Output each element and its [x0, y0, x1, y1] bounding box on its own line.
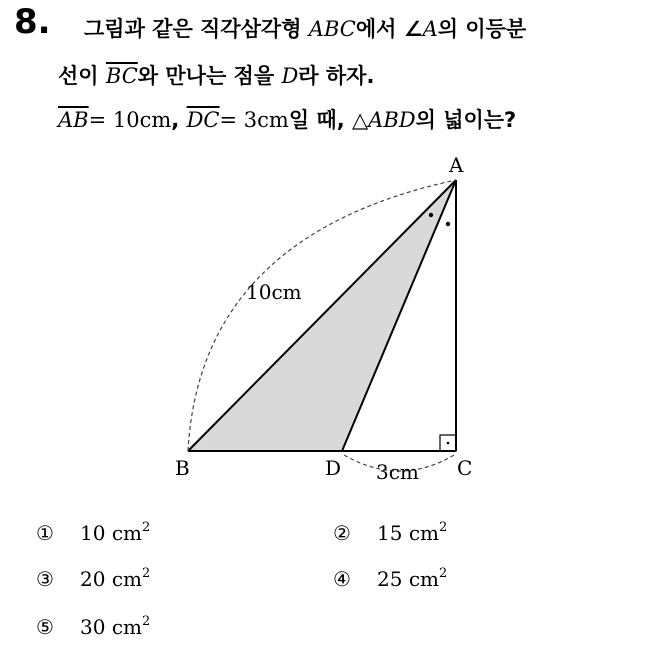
q-text: 의 넓이는? — [415, 108, 517, 132]
option-unit: cm — [111, 567, 142, 591]
option-2[interactable] — [333, 520, 447, 545]
triangle-abd: ABD — [368, 108, 416, 132]
point-d: D — [281, 64, 299, 88]
q-text: , — [171, 108, 187, 132]
segment-dc: $\overline{DC}$ — [186, 108, 220, 132]
q-text: 에서 ∠ — [355, 17, 423, 41]
q-text: 라 하자. — [298, 64, 375, 88]
unit-cm: cm — [257, 108, 289, 132]
label-b: B — [175, 456, 190, 480]
q-text: 의 이등분 — [437, 17, 527, 41]
dc-value: = 3 — [219, 108, 258, 132]
option-number: ① — [36, 521, 54, 545]
q-text: 그림과 같은 직각삼각형 — [84, 17, 309, 41]
q-text: 일 때, △ — [288, 108, 369, 132]
option-unit: cm — [408, 567, 439, 591]
option-exponent: 2 — [438, 566, 448, 581]
label-a: A — [449, 153, 464, 177]
option-unit: cm — [408, 521, 439, 545]
option-exponent: 2 — [438, 520, 448, 535]
unit-cm: cm — [139, 108, 172, 132]
option-value: 30 — [80, 615, 106, 639]
option-value: 25 — [377, 567, 403, 591]
triangle-abc: ABC — [308, 17, 356, 41]
option-number: ⑤ — [36, 615, 54, 639]
angle-mark-dot — [446, 222, 450, 226]
right-angle-dot — [447, 442, 450, 445]
label-ab-length: 10cm — [246, 280, 302, 304]
option-4[interactable] — [333, 566, 447, 591]
angle-mark-dot — [429, 213, 433, 217]
question-number: 8. — [14, 2, 51, 42]
q-text: 와 만나는 점을 — [137, 64, 282, 88]
option-number: ③ — [36, 567, 54, 591]
q-text: 선이 — [58, 64, 106, 88]
option-5[interactable] — [36, 614, 150, 639]
option-number: ④ — [333, 567, 351, 591]
option-value: 20 — [80, 567, 106, 591]
option-exponent: 2 — [141, 614, 151, 629]
label-d: D — [325, 456, 342, 480]
option-value: 10 — [80, 521, 106, 545]
option-exponent: 2 — [141, 520, 151, 535]
option-value: 15 — [377, 521, 403, 545]
label-c: C — [457, 456, 473, 480]
segment-bc: $\overline{BC}$ — [105, 64, 138, 88]
option-exponent: 2 — [141, 566, 151, 581]
option-number: ② — [333, 521, 351, 545]
ab-value: = 10 — [88, 108, 140, 132]
option-unit: cm — [111, 615, 142, 639]
segment-ab: $\overline{AB}$ — [58, 108, 89, 132]
angle-a: A — [422, 17, 438, 41]
label-dc-length: 3cm — [376, 460, 419, 484]
option-3[interactable] — [36, 566, 150, 591]
option-unit: cm — [111, 521, 142, 545]
option-1[interactable] — [36, 520, 150, 545]
